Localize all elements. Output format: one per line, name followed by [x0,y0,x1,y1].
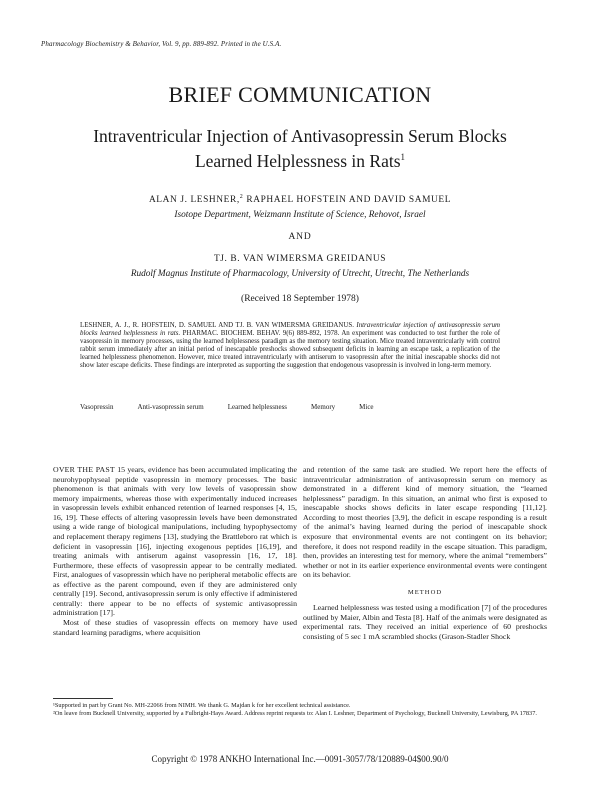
author-footnote-mark: 2 [239,194,244,200]
received-date: (Received 18 September 1978) [241,294,359,304]
footnote-1: ¹Supported in part by Grant No. MH-22066 from NIMH. We thank G. Majdan k for her excellent technical assistance. [53,702,351,709]
body-paragraph: Most of these studies of vasopressin effects on memory have used standard learning paradigms, where acquisition [53,618,297,637]
abstract-body: An experiment was conducted to test further the role of vasopressin in memory processes, using the learned helplessness paradigm as the memory testing situation. Mice treated intraventricularly with control rabbit serum immediately after an initial period of inescapable preshocks showed subsequent deficits in learning an escape task, a replication of the learned helplessness phenomenon. However, mice treated intraventricularly with antiserum to vasopressin after the initial inescapable shocks did not show later escape deficits. These findings are interpreted as supporting the suggestion that endogenous vasopressin is involved in long-term memory. [80,329,501,369]
abstract-citation-source: PHARMAC. BIOCHEM. BEHAV. 9(6) 889-892, 1978. [182,329,340,337]
section-heading: BRIEF COMMUNICATION [168,82,432,107]
affiliation-2: Rudolf Magnus Institute of Pharmacology, University of Utrecht, Utrecht, The Netherlands [130,269,470,279]
paragraph-text: 15 years, evidence has been accumulated implicating the neurohypophyseal peptide vasopressin in memory processes. The basic phenomenon is that animals with very low levels of vasopressin show memory impairments, whereas those with experimentally induced increases in vasopressin levels exhibit enhanced retention of learned responses [4, 15, 16, 19]. These effects of altering vasopressin levels have been demonstrated using a wide range of biological manipulations, including hypophysectomy and replacement therapy regimens [13], studying the Brattleboro rat which is deficient in vasopressin [16], injecting exogenous peptides [16,19], and treating animals with antiserum against vasopressin [16, 17, 18]. Furthermore, these effects of vasopressin appear to be centrally mediated. First, analogues of vasopressin which have no peripheral metabolic effects are as effective as the parent compound, even if they are administered only centrally [19]. Second, antivasopressin serum is only effective if administered centrally: there appear to be no effects of systemic antivasopressin administration [17]. [53,465,298,618]
title-line-2: Learned Helplessness in Rats [194,150,401,171]
footnote-2: ²On leave from Bucknell University, supported by a Fulbright-Hays Award. Address reprint requests to: Alan I. Leshner, Department of Psychology, Bucknell University, Lewisburg, PA 17837. [53,709,537,717]
title-line-1: Intraventricular Injection of Antivasopressin Serum Blocks [93,126,507,146]
keyword: Memory [311,403,336,411]
affiliation-1: Isotope Department, Weizmann Institute of Science, Rehovot, Israel [174,210,426,220]
abstract-citation-title: Intraventricular injection of antivasopressin serum blocks learned helplessness in rats. [80,322,501,337]
body-paragraph: Learned helplessness was tested using a modification [7] of the procedures outlined by Maier, Albin and Testa [8]. Half of the animals were designated as experimental rats. They received an initial experience of 60 preshocks consisting of 5 sec 1 mA scrambled shocks (Grason-Stadler Shock [303,603,547,641]
author-conjunction: AND [288,232,312,242]
journal-citation-line: Pharmacology Biochemistry & Behavior, Vol. 9, pp. 889-892. Printed in the U.S.A. [41,40,282,48]
author-list-2: TJ. B. VAN WIMERSMA GREIDANUS [213,254,387,264]
title-footnote-mark: 1 [400,152,406,162]
body-column-left [53,465,297,637]
keyword-list [80,403,500,411]
article-title [40,126,560,172]
footnotes [53,702,547,717]
body-paragraph [53,465,297,618]
keyword: Vasopressin [80,403,114,411]
paragraph-lead-in: OVER THE PAST [53,465,115,474]
copyright-line: Copyright © 1978 ANKHO International Inc.—0091-3057/78/120889-04$00.90/0 [151,754,449,764]
author-lead: ALAN J. LESHNER, [148,195,240,206]
keyword: Mice [359,403,374,411]
keyword: Anti-vasopressin serum [137,403,204,411]
footnote-divider [53,698,113,699]
method-heading: METHOD [407,588,443,596]
author-list-1 [0,194,600,205]
keyword: Learned helplessness [227,403,288,411]
body-column-right [303,465,547,642]
abstract [80,322,500,369]
body-paragraph: and retention of the same task are studied. We report here the effects of intraventricular administration of antivasopressin serum on memory as demonstrated in a different kind of memory situation, the “learned helplessness” paradigm. In this situation, an animal who first is exposed to inescapable shocks shows deficits in later escape responding [11,12]. According to most theories [3,9], the deficit in escape responding is a result of the animal’s having learned during the period of inescapable shock exposure that environmental events are not contingent on its behavior; therefore, it does not respond readily in the escape situation. This paradigm, then, provides an interesting test for memory, where the animal “remembers” whether or not in its earlier experience environmental events were contingent on its behavior. [303,465,547,580]
abstract-citation-authors: LESHNER, A. J., R. HOFSTEIN, D. SAMUEL AND TJ. B. VAN WIMERSMA GREIDANUS. [80,322,354,329]
author-rest: RAPHAEL HOFSTEIN AND DAVID SAMUEL [243,195,452,206]
